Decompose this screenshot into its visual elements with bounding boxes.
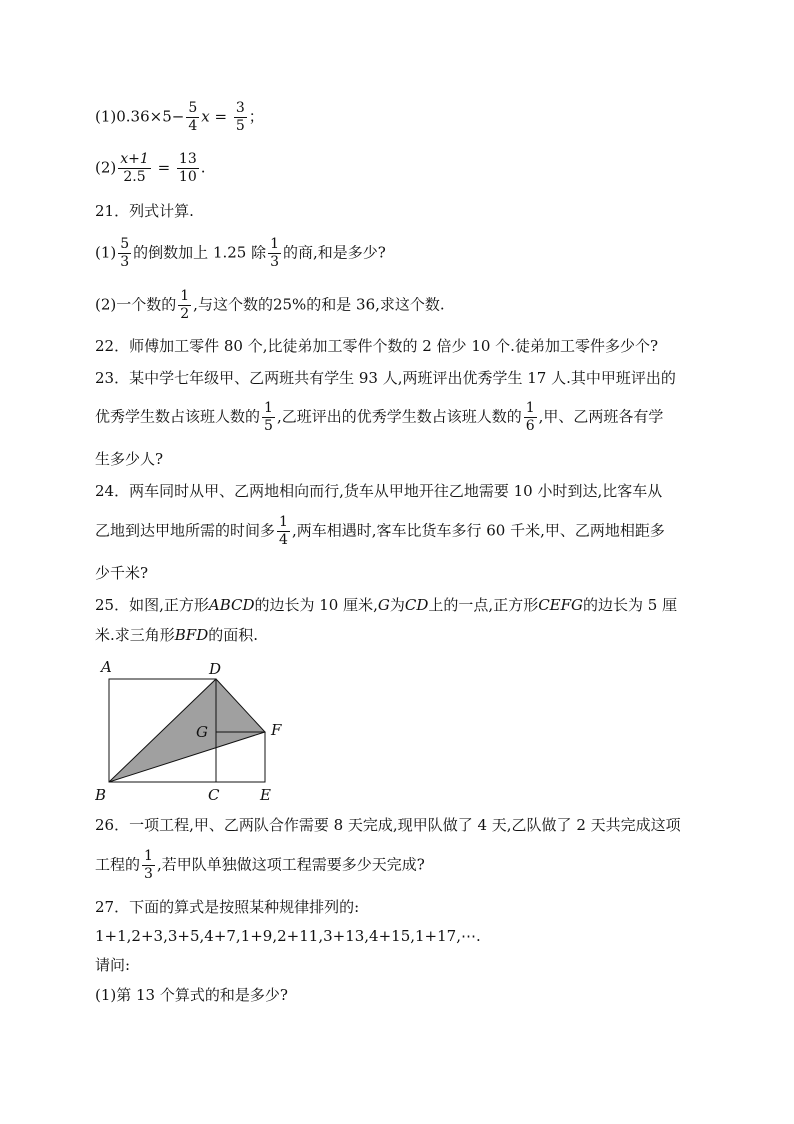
denominator: 3 [120, 254, 130, 270]
question-25-line-2 [95, 628, 258, 643]
text: 的边长为 5 厘 [583, 596, 678, 614]
label-g: G [196, 723, 208, 741]
text: 的边长为 10 厘米, [254, 596, 378, 614]
triangle-name: BFD [174, 626, 209, 644]
fraction [118, 236, 131, 271]
question-27-sequence: 1+1,2+3,3+5,4+7,1+9,2+11,3+13,4+15,1+17,⋯. [95, 927, 481, 945]
text: 上的一点,正方形 [428, 596, 539, 614]
question-26-line-1: 26．一项工程,甲、乙两队合作需要 8 天完成,现甲队做了 4 天,乙队做了 2 天共完成这项 [95, 816, 681, 834]
question-26-line-2 [95, 848, 425, 883]
question-27-part-1: (1)第 13 个算式的和是多少? [95, 986, 288, 1004]
text: 工程的 [95, 855, 141, 874]
text: ,乙班评出的优秀学生数占该班人数的 [276, 407, 522, 426]
denominator: 6 [525, 418, 535, 434]
square-name: CEFG [538, 596, 584, 614]
fraction [268, 236, 281, 271]
question-23-line-1: 23．某中学七年级甲、乙两班共有学生 93 人,两班评出优秀学生 17 人.其中甲班评出的 [95, 369, 676, 387]
denominator: 10 [178, 169, 197, 185]
fraction [177, 151, 199, 186]
denominator: 3 [144, 866, 153, 882]
text: ,甲、乙两班各有学 [538, 407, 664, 426]
text: ； [248, 107, 264, 126]
denominator: 2.5 [123, 169, 146, 185]
question-21-part-1 [95, 236, 386, 271]
segment-name: CD [404, 596, 429, 614]
question-21-part-2 [95, 288, 445, 323]
question-27-line-3: 请问: [95, 956, 131, 974]
numerator: 1 [180, 288, 190, 304]
question-23-line-3: 生多少人? [95, 450, 164, 468]
numerator: 1 [270, 236, 280, 252]
numerator: 13 [178, 151, 197, 167]
numerator: 1 [264, 400, 273, 416]
fraction [178, 288, 191, 323]
numerator: 1 [525, 400, 535, 416]
denominator: 5 [264, 418, 273, 434]
label-d: D [209, 660, 222, 678]
fraction [524, 400, 537, 435]
text: 的倒数加上 1.25 除 [133, 243, 267, 262]
text: . [200, 158, 206, 177]
question-24-line-3: 少千米? [95, 564, 149, 582]
fraction [277, 514, 290, 549]
geometry-figure [95, 657, 315, 805]
numerator: 5 [188, 100, 198, 116]
label-b: B [95, 786, 107, 804]
question-23-line-2 [95, 400, 663, 435]
question-24-line-1: 24．两车同时从甲、乙两地相向而行,货车从甲地开往乙地需要 10 小时到达,比客车从 [95, 482, 663, 500]
label-f: F [271, 721, 282, 739]
denominator: 3 [270, 254, 280, 270]
text: (2)一个数的 [95, 295, 177, 314]
fraction [234, 100, 247, 135]
square-name: ABCD [208, 596, 255, 614]
denominator: 4 [188, 118, 198, 134]
text: 乙地到达甲地所需的时间多 [95, 521, 276, 540]
text: ,与这个数的25%的和是 36,求这个数. [193, 295, 445, 314]
question-27-line-1: 27．下面的算式是按照某种规律排列的: [95, 898, 360, 916]
denominator: 2 [180, 306, 190, 322]
denominator: 5 [235, 118, 245, 134]
variable: x [201, 107, 210, 126]
numerator: 3 [235, 100, 245, 116]
fraction [118, 151, 151, 186]
question-21: 21．列式计算. [95, 202, 194, 220]
numerator: 5 [120, 236, 130, 252]
fraction [186, 100, 199, 135]
fraction [262, 400, 275, 435]
numerator: 1 [279, 514, 288, 530]
text: ,若甲队单独做这项工程需要多少天完成? [156, 855, 425, 874]
question-22: 22．师傅加工零件 80 个,比徒弟加工零件个数的 2 倍少 10 个.徒弟加工零件多少个? [95, 337, 658, 355]
text: 的面积. [208, 626, 259, 644]
equation-1 [95, 100, 264, 135]
question-25-line-1 [95, 598, 677, 613]
text: ,两车相遇时,客车比货车多行 60 千米,甲、乙两地相距多 [291, 521, 665, 540]
text: 的商,和是多少? [283, 243, 386, 262]
question-24-line-2 [95, 514, 665, 549]
equation-2 [95, 151, 206, 186]
label-e: E [260, 786, 271, 804]
text: = [209, 107, 232, 126]
label-c: C [208, 786, 220, 804]
text: (1) [95, 243, 117, 262]
text: (2) [95, 158, 117, 177]
text: (1)0.36×5− [95, 107, 185, 126]
numerator: 1 [144, 848, 153, 864]
text: 米.求三角形 [95, 626, 175, 644]
text: 优秀学生数占该班人数的 [95, 407, 261, 426]
numerator: x+1 [120, 151, 149, 167]
shaded-triangle-bfd [109, 679, 265, 782]
text: = [152, 158, 175, 177]
label-a: A [101, 658, 112, 676]
text: 为 [389, 596, 405, 614]
point-name: G [377, 596, 390, 614]
fraction [142, 848, 155, 883]
denominator: 4 [279, 532, 288, 548]
text: 25．如图,正方形 [95, 596, 209, 614]
